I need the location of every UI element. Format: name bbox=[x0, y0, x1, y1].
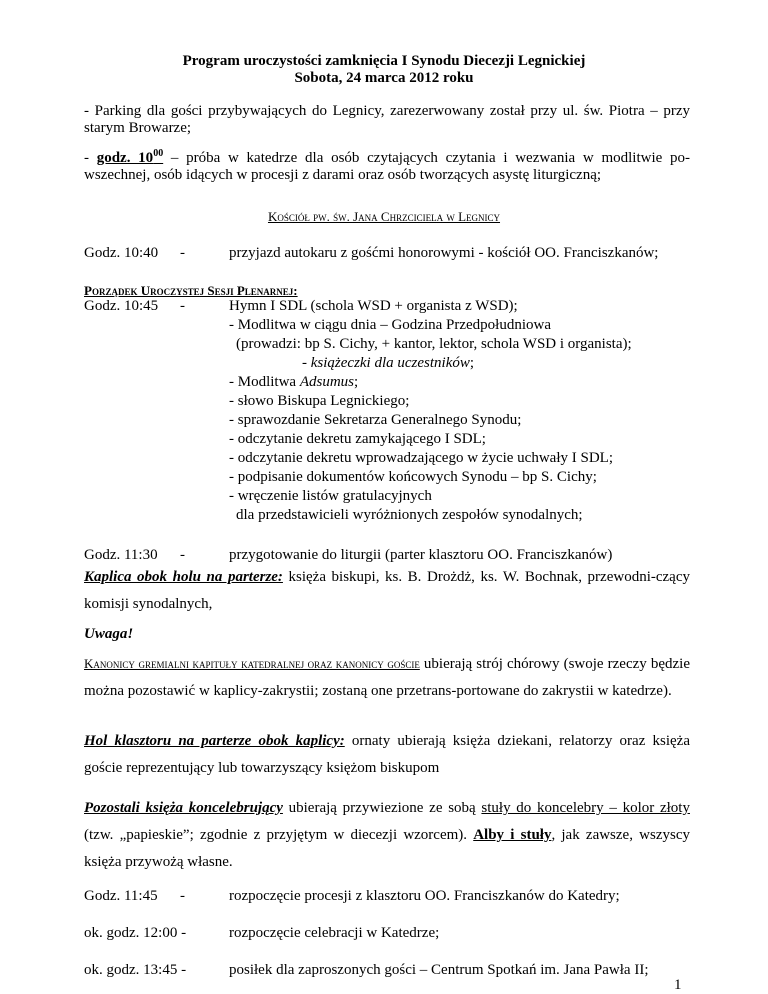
hall-paragraph bbox=[84, 728, 690, 782]
church-heading: Kościół pw. św. Jana Chrzciciela w Legnicy bbox=[267, 209, 501, 224]
session-item: - sprawozdanie Sekretarza Generalnego Synodu; bbox=[229, 412, 522, 428]
schedule-text: posiłek dla zaproszonych gości – Centrum Spotkań im. Jana Pawła II; bbox=[229, 962, 649, 978]
canons-text: ubierają strój chórowy (swoje rzeczy będzie można pozostawić w kaplicy-zakrystii; zostaną one przetrans-portowane do zakrystii w katedrze). bbox=[84, 656, 690, 699]
albs-text: Alby i stuły bbox=[473, 827, 552, 843]
rehearsal-paragraph bbox=[84, 150, 690, 184]
rehearsal-time-hour: godz. 10 bbox=[96, 150, 154, 166]
others-paragraph bbox=[84, 795, 690, 876]
rehearsal-time-minutes: 00 bbox=[153, 148, 164, 159]
arrival-time: Godz. 10:40 bbox=[84, 245, 159, 261]
schedule-text: rozpoczęcie celebracji w Katedrze; bbox=[229, 925, 440, 941]
chapel-label: Kaplica obok holu na parterze: bbox=[84, 569, 283, 585]
booklets-text: książeczki dla uczestników bbox=[310, 355, 470, 371]
session-item: - Modlitwa w ciągu dnia – Godzina Przedpołudniowa bbox=[229, 317, 552, 333]
rehearsal-prefix: - bbox=[84, 150, 97, 166]
session-time: Godz. 10:45 bbox=[84, 298, 159, 314]
session-item: - wręczenie listów gratulacyjnych bbox=[229, 488, 432, 504]
session-item bbox=[302, 355, 474, 372]
stoles-text: stuły do koncelebry – kolor złoty bbox=[481, 800, 690, 816]
session-item-semicolon: ; bbox=[469, 355, 475, 371]
chapel-text: księża biskupi, ks. B. Drożdż, ks. W. Bochnak, przewodni-czący komisji synodalnych, bbox=[84, 569, 690, 612]
preparation-dash: - bbox=[180, 547, 185, 563]
hall-label: Hol klasztoru na parterze obok kaplicy: bbox=[84, 733, 345, 749]
schedule-time: Godz. 11:45 bbox=[84, 888, 158, 904]
arrival-dash: - bbox=[180, 245, 185, 261]
session-item-semicolon: ; bbox=[354, 374, 359, 390]
session-item: - podpisanie dokumentów końcowych Synodu – bp S. Cichy; bbox=[229, 469, 597, 485]
canons-label: Kanonicy gremialni kapituły katedralnej oraz kanonicy goście bbox=[84, 656, 420, 671]
document-subtitle: Sobota, 24 marca 2012 roku bbox=[294, 70, 474, 86]
hall-text: ornaty ubierają księża dziekani, relatorzy oraz księża goście reprezentujący lub towarzyszący księżom biskupom bbox=[84, 733, 690, 776]
others-text-1: ubierają przywiezione ze sobą bbox=[282, 800, 482, 816]
session-heading: Porządek Uroczystej Sesji Plenarnej: bbox=[84, 283, 298, 298]
schedule-time: ok. godz. 12:00 - bbox=[84, 925, 187, 941]
parking-paragraph: - Parking dla gości przybywających do Legnicy, zarezerwowany został przy ul. św. Piotra – przy starym Browarze; bbox=[84, 103, 690, 136]
adsumus-prefix: - Modlitwa bbox=[229, 374, 300, 390]
others-text-2: (tzw. „papieskie”; zgodnie z przyjętym w diecezji wzorcem). bbox=[84, 827, 474, 843]
others-text-3: , jak zawsze, wszyscy księża przywożą własne. bbox=[84, 827, 690, 870]
session-item: - słowo Biskupa Legnickiego; bbox=[229, 393, 410, 409]
session-item: (prowadzi: bp S. Cichy, + kantor, lektor, schola WSD i organista); bbox=[236, 336, 632, 352]
schedule-time: ok. godz. 13:45 - bbox=[84, 962, 187, 978]
session-item bbox=[229, 374, 358, 391]
chapel-paragraph bbox=[84, 564, 690, 618]
session-item-dash: - bbox=[302, 355, 311, 371]
rehearsal-time bbox=[97, 150, 163, 166]
schedule-dash: - bbox=[180, 888, 185, 904]
session-item: - odczytanie dekretu wprowadzającego w życie uchwały I SDL; bbox=[229, 450, 614, 466]
session-item: Hymn I SDL (schola WSD + organista z WSD); bbox=[229, 298, 518, 314]
note-label: Uwaga! bbox=[84, 626, 134, 642]
page-number: 1 bbox=[674, 977, 682, 993]
adsumus-text: Adsumus bbox=[299, 374, 354, 390]
rehearsal-text: – próba w katedrze dla osób czytających czytania i wezwania w modlitwie po-wszechnej, osób idących w procesji z darami oraz osób tworzących asystę liturgiczną; bbox=[84, 150, 690, 183]
document-title: Program uroczystości zamknięcia I Synodu Diecezji Legnickiej bbox=[182, 53, 586, 69]
canons-paragraph bbox=[84, 650, 690, 705]
preparation-time: Godz. 11:30 bbox=[84, 547, 158, 563]
session-item: dla przedstawicieli wyróżnionych zespołów synodalnych; bbox=[236, 507, 583, 523]
session-dash: - bbox=[180, 298, 185, 314]
arrival-text: przyjazd autokaru z gośćmi honorowymi - kościół OO. Franciszkanów; bbox=[229, 245, 659, 261]
session-item: - odczytanie dekretu zamykającego I SDL; bbox=[229, 431, 486, 447]
preparation-text: przygotowanie do liturgii (parter klasztoru OO. Franciszkanów) bbox=[229, 547, 613, 563]
others-label: Pozostali księża koncelebrujący bbox=[84, 800, 283, 816]
schedule-text: rozpoczęcie procesji z klasztoru OO. Franciszkanów do Katedry; bbox=[229, 888, 620, 904]
